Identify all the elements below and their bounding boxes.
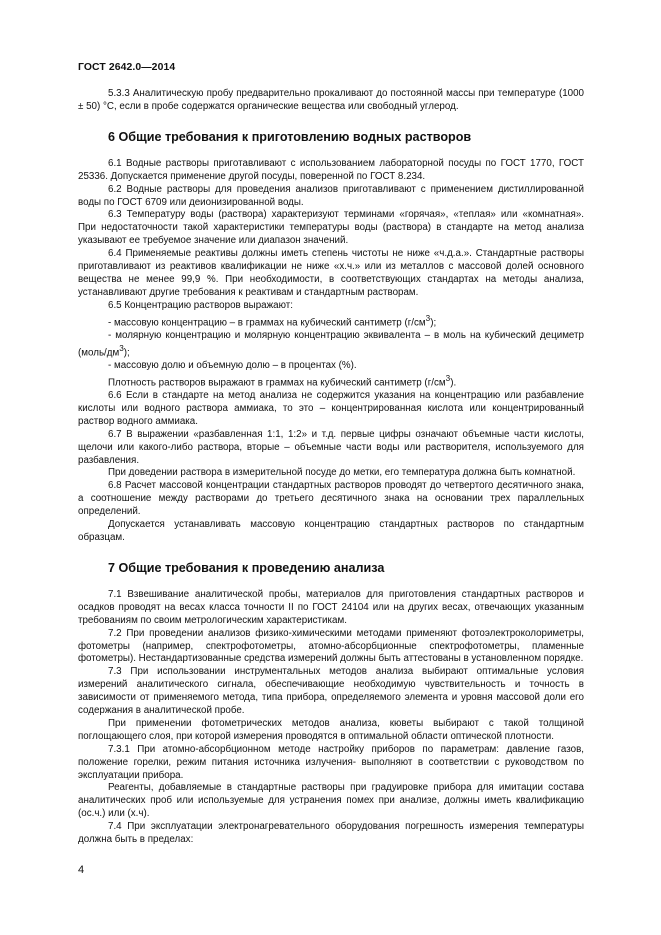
section-6-heading: 6 Общие требования к приготовлению водных растворов (108, 129, 472, 144)
document-header: ГОСТ 2642.0—2014 (78, 62, 176, 73)
paragraph: 6.1 Водные растворы приготавливают с использованием лабораторной посуды по ГОСТ 1770, ГОСТ 25336. Допускается применение другой посуды, поверенной по ГОСТ 8.234. (78, 157, 584, 182)
paragraph: Реагенты, добавляемые в стандартные растворы при градуировке прибора для имитации состава аналитических проб или используемые для устранения помех при анализе, должны иметь квалификацию (ос.ч.) или (х.ч). (78, 782, 584, 820)
paragraph: 5.3.3 Аналитическую пробу предварительно прокаливают до постоянной массы при температуре (1000 ± 50) °С, если в пробе содержатся органические вещества или свободный углерод. (78, 88, 584, 112)
list-item: - массовую концентрацию – в граммах на кубический сантиметр $(г/см^3)$; (108, 313, 437, 328)
paragraph: Плотность растворов выражают в граммах на кубический сантиметр $(г/см^3)$. (108, 373, 457, 389)
document-body (78, 88, 584, 847)
paragraph: 7.3 При использовании инструментальных методов анализа выбирают оптимальные условия измерений аналитического сигнала, обеспечивающие необходимую чувствительность и точность в зависимости от применяемого метода, типа прибора, определяемого элемента и уровня массовой доли его содержания в аналитической пробе. (78, 666, 584, 717)
paragraph: 6.7 В выражении «разбавленная 1:1, 1:2» и т.д. первые цифры означают объемные части кислоты, щелочи или какого-либо раствора, вторые – объемные части воды или растворителя, используемого для разбавления. (78, 428, 584, 466)
page-number: 4 (78, 864, 85, 876)
paragraph: 7.4 При эксплуатации электронагревательного оборудования погрешность измерения температуры должна быть в пределах: (78, 821, 584, 846)
list-item: - массовую долю и объемную долю – в процентах (%). (108, 359, 357, 371)
paragraph: 6.4 Применяемые реактивы должны иметь степень чистоты не ниже «ч.д.а.». Стандартные растворы приготавливают из реактивов квалификации не ниже «х.ч.» или из металлов с массовой долей основного вещества не менее 99,9 %. При необходимости, в соответствующих стандартах на методы анализа, устанавливают другие требования к реактивам и стандартным растворам. (78, 248, 584, 298)
paragraph: 6.5 Концентрацию растворов выражают: (108, 299, 293, 311)
paragraph: 6.6 Если в стандарте на метод анализа не содержится указания на концентрацию или разбавление кислоты или водного раствора аммиака, то это – концентрированная кислота или концентрированный раствор водного аммиака. (78, 390, 584, 427)
paragraph: 6.2 Водные растворы для проведения анализов приготавливают с применением дистиллированной воды по ГОСТ 6709 или деионизированной воды. (78, 183, 584, 208)
paragraph: 6.3 Температуру воды (раствора) характеризуют терминами «горячая», «теплая» или «комнатная». При недостаточности такой характеристики температуры воды (раствора) в стандарте на метод анализа указывают ее требуемое значение или диапазон значений. (78, 209, 584, 247)
paragraph: При применении фотометрических методов анализа, кюветы выбирают с такой толщиной поглощающего слоя, при которой измерения проводятся в оптимальной области оптической плотности. (78, 717, 584, 742)
paragraph: 7.3.1 При атомно-абсорбционном методе настройку приборов по параметрам: давление газов, положение горелки, режим питания источника излучения- выполняют в соответствии с руководством по эксплуатации прибора. (78, 743, 584, 781)
paragraph: 6.8 Расчет массовой концентрации стандартных растворов проводят до четвертого десятичного знака, а соотношение между растворами до третьего десятичного знака на основании трех параллельных определений. (78, 480, 584, 518)
paragraph: 7.2 При проведении анализов физико-химическими методами применяют фотоэлектроколориметры, фотометры (например, спектрофотометры, атомно-абсорбционные спектрофотометры, пламенные фотометры). Нестандартизованные средства измерений должны быть аттестованы в установленном порядке. (78, 627, 584, 665)
list-item: - молярную концентрацию и молярную концентрацию эквивалента – в моль на кубический дециметр $(моль/дм^3)$; (78, 329, 584, 359)
section-7-heading: 7 Общие требования к проведению анализа (108, 560, 385, 575)
paragraph: Допускается устанавливать массовую концентрацию стандартных растворов по стандартным образцам. (78, 519, 584, 543)
paragraph: При доведении раствора в измерительной посуде до метки, его температура должна быть комнатной. (108, 467, 576, 479)
paragraph: 7.1 Взвешивание аналитической пробы, материалов для приготовления стандартных растворов и осадков проводят на весах класса точности II по ГОСТ 24104 или на других весах, отвечающих указанным требованиям по своим метрологическим характеристикам. (78, 588, 584, 626)
